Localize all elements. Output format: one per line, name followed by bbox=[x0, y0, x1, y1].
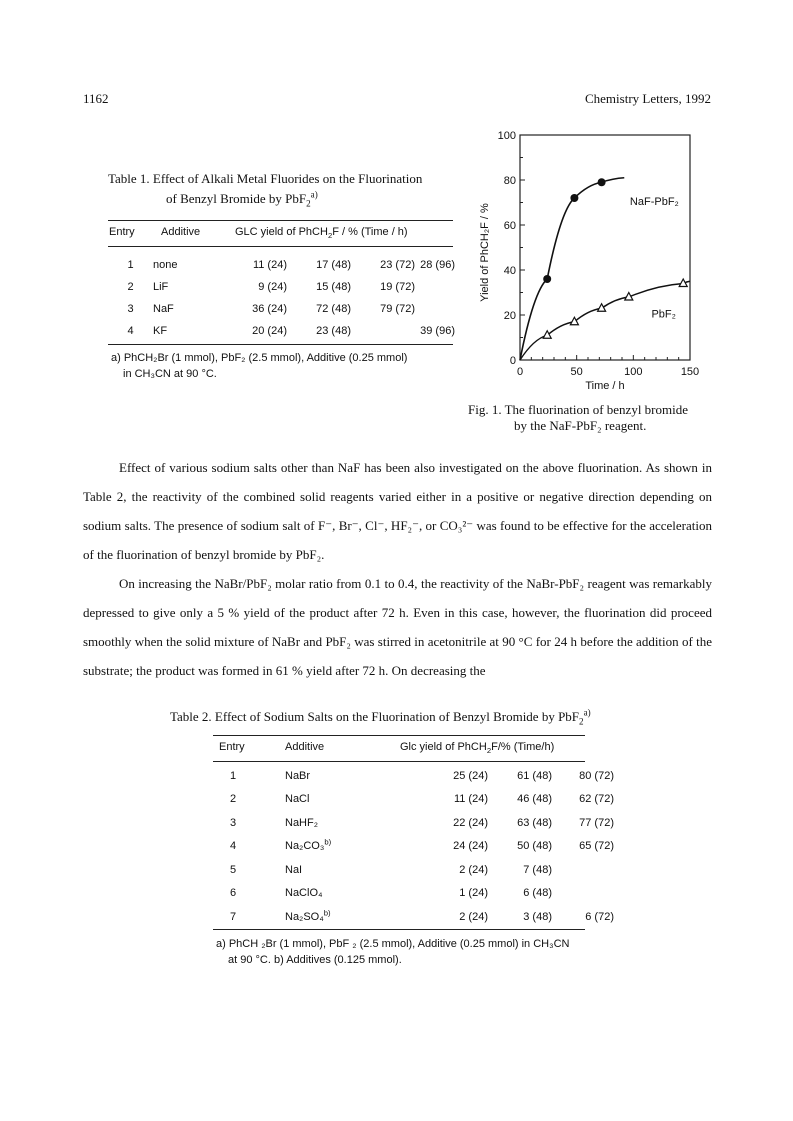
table1-footnote-line1: a) PhCH₂Br (1 mmol), PbF₂ (2.5 mmol), Additive (0.25 mmol) bbox=[111, 352, 408, 364]
table2-cell-additive: NaBr bbox=[285, 769, 311, 782]
table2-caption: Table 2. Effect of Sodium Salts on the Fluorination of Benzyl Bromide by PbF$_2^{a)}$ bbox=[170, 707, 591, 727]
table2-cell-y1: 22 (24) bbox=[453, 816, 488, 829]
y-tick-label: 60 bbox=[503, 220, 516, 232]
page-number: 1162 bbox=[83, 91, 109, 106]
table2-cell-entry: 4 bbox=[229, 840, 237, 853]
table1-col-entry: Entry bbox=[109, 226, 135, 238]
table2-cell-y3: 6 (72) bbox=[585, 910, 614, 923]
table1-caption bbox=[108, 169, 453, 209]
series-label-naf-pbf2: NaF-PbF₂ bbox=[629, 195, 679, 208]
table1-caption-line2: of Benzyl Bromide by PbF$_2^{a)}$ bbox=[166, 189, 318, 209]
table1-cell-y4 bbox=[415, 298, 455, 320]
table2-cell-entry: 7 bbox=[229, 910, 237, 923]
table2-row bbox=[213, 788, 614, 812]
data-point-open-triangle bbox=[543, 331, 551, 339]
table1-cell-entry: 3 bbox=[127, 303, 134, 315]
table2-cell-additive: Na₂CO₃$^{b)}$ bbox=[285, 837, 332, 853]
table1-top-rule bbox=[108, 220, 453, 221]
x-tick-label: 0 bbox=[516, 366, 524, 378]
table1-cell-y3 bbox=[351, 320, 415, 342]
table1-col-glc: GLC yield of PhCH$_2$F / % (Time / h) bbox=[235, 226, 408, 241]
table2-cell-entry: 3 bbox=[229, 816, 237, 829]
chart-axes bbox=[479, 130, 699, 392]
series-line-NaF-PbF₂ bbox=[520, 178, 624, 360]
table2-bottom-rule bbox=[213, 929, 585, 930]
table2-cell-entry: 2 bbox=[229, 793, 237, 806]
plot-frame bbox=[520, 135, 690, 360]
table2-cell-entry: 6 bbox=[229, 887, 237, 900]
table1-cell-additive: KF bbox=[153, 325, 168, 337]
table2-cell-y2: 6 (48) bbox=[523, 887, 552, 900]
table2-cell-y2: 63 (48) bbox=[517, 816, 552, 829]
series-line-PbF₂ bbox=[520, 281, 690, 360]
table2-col-glc: Glc yield of PhCH$_2$F/% (Time/h) bbox=[400, 741, 555, 756]
table2-cell-y3: 80 (72) bbox=[579, 769, 614, 782]
table1-cell-additive: NaF bbox=[153, 303, 174, 315]
table2-top-rule bbox=[213, 735, 585, 736]
table1-row bbox=[108, 276, 455, 298]
figure1-chart bbox=[470, 125, 720, 400]
table1-cell-y2: 17 (48) bbox=[316, 259, 351, 271]
table2-col-entry: Entry bbox=[219, 741, 245, 753]
table1-cell-y4 bbox=[415, 276, 455, 298]
table2-body bbox=[213, 764, 614, 929]
table2-cell-y2: 61 (48) bbox=[517, 769, 552, 782]
y-axis-label: Yield of PhCH₂F / % bbox=[479, 203, 491, 302]
table2-cell-y1: 1 (24) bbox=[459, 887, 488, 900]
x-tick-label: 50 bbox=[570, 366, 583, 378]
table2-cell-y1: 2 (24) bbox=[459, 863, 488, 876]
data-point-open-triangle bbox=[598, 304, 606, 312]
table1-footnote bbox=[111, 350, 407, 382]
data-point-filled-circle bbox=[570, 194, 578, 202]
table2-row bbox=[213, 811, 614, 835]
figure1-caption bbox=[468, 402, 688, 434]
table2-row bbox=[213, 764, 614, 788]
table2-cell-entry: 5 bbox=[229, 863, 237, 876]
table1-row bbox=[108, 320, 455, 342]
y-tick-label: 0 bbox=[509, 355, 516, 367]
table2-cell-additive: NaCl bbox=[285, 793, 310, 806]
table1-cell-y2: 72 (48) bbox=[316, 303, 351, 315]
table1-cell-entry: 1 bbox=[127, 259, 134, 271]
table1-cell-y2: 23 (48) bbox=[316, 325, 351, 337]
table2-col-additive: Additive bbox=[285, 741, 325, 753]
series-label-pbf2: PbF₂ bbox=[651, 308, 676, 321]
data-point-filled-circle bbox=[543, 275, 551, 283]
table1-cell-y1: 36 (24) bbox=[252, 303, 287, 315]
x-tick-label: 100 bbox=[624, 366, 643, 378]
table2-cell-y1: 2 (24) bbox=[459, 910, 488, 923]
table1-cell-y3: 79 (72) bbox=[380, 303, 415, 315]
paragraph-1: Effect of various sodium salts other than NaF has been also investigated on the above fluorination. As shown in Table 2, the reactivity of the combined solid reagents varied either in a positive or negative direction depending on sodium salts. The presence of sodium salt of F⁻, Br⁻, Cl⁻, HF₂⁻, or CO₃²⁻ was found to be effective for the acceleration of the fluorination of benzyl bromide by PbF₂. bbox=[83, 460, 712, 562]
y-tick-label: 80 bbox=[503, 175, 516, 187]
table1-cell-additive: LiF bbox=[153, 281, 169, 293]
table1-cell-y1: 20 (24) bbox=[252, 325, 287, 337]
table1-cell-y3: 23 (72) bbox=[380, 259, 415, 271]
y-tick-label: 40 bbox=[503, 265, 516, 277]
table1-col-additive: Additive bbox=[161, 226, 201, 238]
table2-cell-additive: NaHF₂ bbox=[285, 816, 318, 829]
table2-cell-additive: NaClO₄ bbox=[285, 887, 323, 900]
x-tick-label: 150 bbox=[680, 366, 700, 378]
journal-title: Chemistry Letters, 1992 bbox=[584, 91, 711, 106]
table1-caption-line1: Table 1. Effect of Alkali Metal Fluorides on the Fluorination bbox=[108, 171, 423, 186]
table1-cell-y1: 11 (24) bbox=[252, 259, 287, 271]
table2-cell-y3 bbox=[552, 858, 614, 882]
table2-footnote-line2: at 90 °C. b) Additives (0.125 mmol). bbox=[228, 954, 402, 966]
data-point-filled-circle bbox=[598, 178, 606, 186]
table2-row bbox=[213, 858, 614, 882]
table1-cell-y3: 19 (72) bbox=[380, 281, 415, 293]
table2-cell-y2: 46 (48) bbox=[517, 793, 552, 806]
table2-cell-y3: 77 (72) bbox=[579, 816, 614, 829]
table1-cell-entry: 4 bbox=[127, 325, 134, 337]
table2-cell-y1: 11 (24) bbox=[453, 793, 488, 806]
table1-cell-additive: none bbox=[153, 259, 178, 271]
table2-row bbox=[213, 882, 614, 906]
table2-header-rule bbox=[213, 761, 585, 762]
x-axis-label: Time / h bbox=[585, 380, 625, 392]
y-tick-label: 20 bbox=[503, 310, 516, 322]
body-text bbox=[83, 453, 712, 685]
table2-cell-y3 bbox=[552, 882, 614, 906]
table1-header-rule bbox=[108, 246, 453, 247]
table2-cell-y1: 25 (24) bbox=[453, 769, 488, 782]
table1-row bbox=[108, 298, 455, 320]
y-tick-label: 100 bbox=[497, 130, 516, 142]
table2-cell-additive: NaI bbox=[285, 863, 303, 876]
table2-row bbox=[213, 905, 614, 929]
table2-row bbox=[213, 835, 614, 859]
table2-cell-y1: 24 (24) bbox=[453, 840, 488, 853]
table2-cell-y2: 7 (48) bbox=[523, 863, 552, 876]
table1-row bbox=[108, 254, 455, 276]
chart-series bbox=[520, 178, 690, 360]
figure1-caption-line1: Fig. 1. The fluorination of benzyl bromide bbox=[468, 402, 688, 417]
figure1-caption-line2: by the NaF-PbF₂ reagent. bbox=[514, 418, 647, 433]
table1-footnote-line2: in CH₃CN at 90 °C. bbox=[123, 368, 217, 380]
table1-cell-entry: 2 bbox=[127, 281, 134, 293]
table1-body bbox=[108, 254, 455, 342]
table1-bottom-rule bbox=[108, 344, 453, 345]
table1-cell-y2: 15 (48) bbox=[316, 281, 351, 293]
data-point-open-triangle bbox=[570, 317, 578, 325]
table2-footnote bbox=[216, 936, 569, 968]
table1-cell-y1: 9 (24) bbox=[258, 281, 287, 293]
table2-cell-entry: 1 bbox=[229, 769, 237, 782]
table2-cell-y2: 50 (48) bbox=[517, 840, 552, 853]
table2-cell-additive: Na₂SO₄$^{b)}$ bbox=[285, 908, 331, 923]
table2-cell-y2: 3 (48) bbox=[523, 910, 552, 923]
table2-cell-y3: 62 (72) bbox=[579, 793, 614, 806]
table2-footnote-line1: a) PhCH ₂Br (1 mmol), PbF ₂ (2.5 mmol), Additive (0.25 mmol) in CH₃CN bbox=[216, 938, 570, 950]
table2-cell-y3: 65 (72) bbox=[579, 840, 614, 853]
paragraph-2: On increasing the NaBr/PbF₂ molar ratio from 0.1 to 0.4, the reactivity of the NaBr-PbF₂ reagent was remarkably depressed to give only a 5 % yield of the product after 72 h. Even in this case, however, the fluorination did proceed smoothly when the solid mixture of NaBr and PbF₂ was stirred in acetonitrile at 90 °C for 24 h before the addition of the substrate; the product was formed in 61 % yield after 72 h. On decreasing the bbox=[83, 576, 712, 678]
table1-cell-y4: 28 (96) bbox=[420, 259, 455, 271]
table1-cell-y4: 39 (96) bbox=[420, 325, 455, 337]
